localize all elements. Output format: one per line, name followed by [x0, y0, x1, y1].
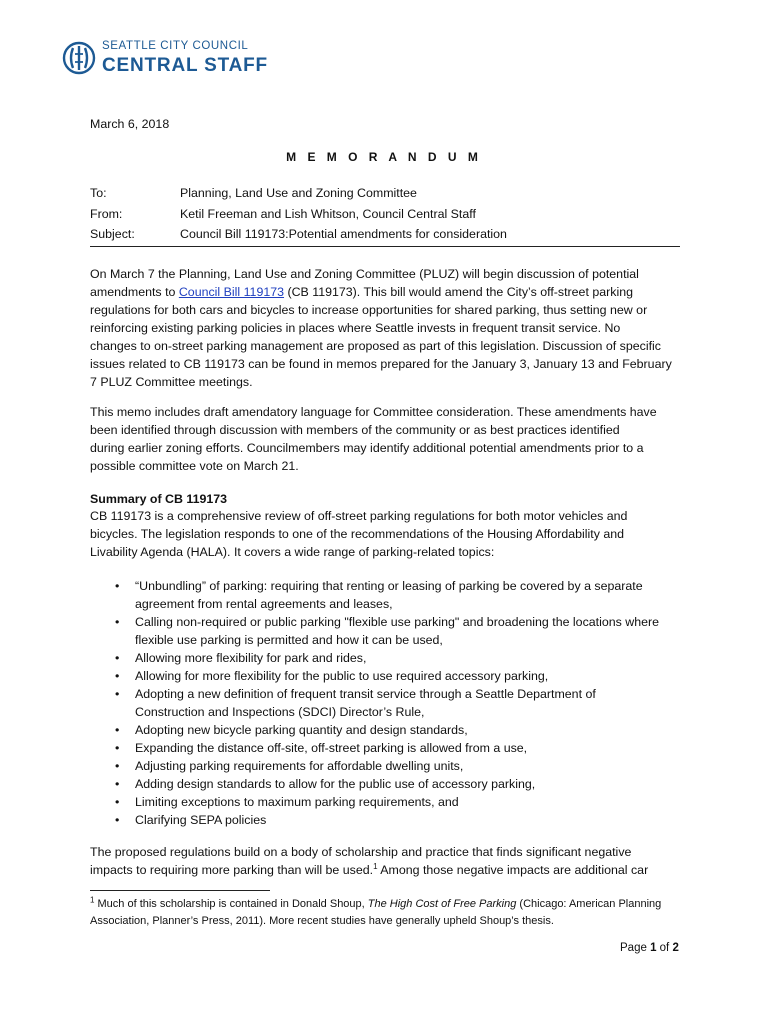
bullet-icon: • [115, 759, 120, 773]
list-item [90, 793, 690, 811]
text-line: Clarifying SEPA policies [135, 813, 267, 827]
field-value: Planning, Land Use and Zoning Committee [180, 186, 417, 200]
header-divider [90, 246, 680, 247]
bullet-icon: • [115, 741, 120, 755]
text-fragment: impacts to requiring more parking than will be used. [90, 863, 374, 877]
footnote-divider [90, 890, 270, 891]
list-item [90, 613, 690, 649]
org-name: SEATTLE CITY COUNCIL [102, 40, 249, 52]
summary-heading: Summary of CB 119173 [90, 492, 228, 506]
text-line: Adding design standards to allow for the public use of accessory parking, [135, 777, 536, 791]
bullet-icon: • [115, 795, 120, 809]
bullet-icon: • [115, 669, 120, 683]
text-line: Adopting new bicycle parking quantity and design standards, [135, 723, 468, 737]
bullet-icon: • [115, 615, 120, 629]
field-label: To: [90, 186, 107, 200]
current-page: 1 [650, 942, 657, 954]
text-line: agreement from rental agreements and leases, [135, 597, 393, 611]
text-line: Association, Planner’s Press, 2011). More recent studies have generally upheld Shoup’s thesis. [90, 915, 554, 927]
footnote [90, 896, 690, 930]
text-line: Livability Agenda (HALA). It covers a wide range of parking-related topics: [90, 545, 495, 559]
memo-date: March 6, 2018 [90, 117, 170, 131]
list-item [90, 577, 690, 613]
text-line: Allowing for more flexibility for the public to use required accessory parking, [135, 669, 549, 683]
council-logo [62, 40, 268, 76]
text-line: Expanding the distance off-site, off-street parking is allowed from a use, [135, 741, 528, 755]
text-line: been identified through discussion with members of the community or as best practices identified [90, 423, 620, 437]
text-line [90, 283, 690, 301]
memo-title: M E M O R A N D U M [286, 150, 482, 164]
text-line: possible committee vote on March 21. [90, 459, 299, 473]
list-item [90, 721, 690, 739]
total-pages: 2 [672, 942, 679, 954]
bullet-icon: • [115, 579, 120, 593]
dept-name: CENTRAL STAFF [102, 55, 268, 76]
list-item [90, 667, 690, 685]
footnote-ref[interactable]: 1 [373, 861, 378, 871]
text-line: during earlier zoning efforts. Councilmembers may identify additional potential amendments prior to a [90, 441, 644, 455]
text-line: The proposed regulations build on a body of scholarship and practice that finds significant negative [90, 845, 632, 859]
text-line: CB 119173 is a comprehensive review of off-street parking regulations for both motor vehicles and [90, 509, 628, 523]
intro-paragraph [90, 265, 690, 391]
text-fragment: (CB 119173). This bill would amend the City’s off-street parking [284, 285, 633, 299]
bullet-icon: • [115, 813, 120, 827]
page-sep: of [656, 942, 673, 954]
list-item [90, 811, 690, 829]
bullet-icon: • [115, 651, 120, 665]
list-item [90, 649, 690, 667]
text-line: Construction and Inspections (SDCI) Director’s Rule, [135, 705, 425, 719]
text-line: Adjusting parking requirements for affordable dwelling units, [135, 759, 464, 773]
field-value: Council Bill 119173:Potential amendments for consideration [180, 227, 507, 241]
summary-paragraph [90, 507, 690, 561]
text-fragment: (Chicago: American Planning [516, 898, 662, 910]
text-line [90, 861, 690, 879]
book-title: The High Cost of Free Parking [367, 898, 517, 910]
text-line: issues related to CB 119173 can be found in memos prepared for the January 3, January 13 and February [90, 357, 672, 371]
bullet-icon: • [115, 777, 120, 791]
text-fragment: Among those negative impacts are additional car [377, 863, 649, 877]
list-item [90, 775, 690, 793]
page-label: Page [620, 942, 651, 954]
text-fragment: Much of this scholarship is contained in Donald Shoup, [94, 898, 368, 910]
text-line: reinforcing existing parking policies in places where Seattle invests in frequent transit service. No [90, 321, 621, 335]
text-fragment: amendments to [90, 285, 179, 299]
text-line: changes to on-street parking management are proposed as part of this legislation. Discussion of specific [90, 339, 661, 353]
field-label: From: [90, 207, 123, 221]
text-line: regulations for both cars and bicycles to increase opportunities for shared parking, thus setting new or [90, 303, 648, 317]
text-line: Adopting a new definition of frequent transit service through a Seattle Department of [135, 687, 596, 701]
list-item [90, 739, 690, 757]
topics-list [90, 577, 690, 829]
council-bill-link[interactable]: Council Bill 119173 [178, 285, 285, 299]
text-line: “Unbundling” of parking: requiring that renting or leasing of parking be covered by a separate [135, 579, 643, 593]
text-line: Allowing more flexibility for park and rides, [135, 651, 367, 665]
field-label: Subject: [90, 227, 135, 241]
text-line: Calling non-required or public parking "flexible use parking" and broadening the locations where [135, 615, 660, 629]
text-line: This memo includes draft amendatory language for Committee consideration. These amendments have [90, 405, 657, 419]
text-line [90, 896, 690, 913]
list-item [90, 757, 690, 775]
text-line: Limiting exceptions to maximum parking requirements, and [135, 795, 459, 809]
closing-paragraph [90, 843, 690, 879]
field-value: Ketil Freeman and Lish Whitson, Council Central Staff [180, 207, 476, 221]
page-number [620, 942, 679, 954]
text-line: 7 PLUZ Committee meetings. [90, 375, 253, 389]
amendments-paragraph [90, 403, 690, 475]
bullet-icon: • [115, 687, 120, 701]
bullet-icon: • [115, 723, 120, 737]
text-line: flexible use parking is permitted and how it can be used, [135, 633, 443, 647]
footnote-number: 1 [90, 895, 95, 905]
list-item [90, 685, 690, 721]
city-seal-icon [62, 40, 96, 76]
text-line: bicycles. The legislation responds to one of the recommendations of the Housing Affordability and [90, 527, 625, 541]
text-line: On March 7 the Planning, Land Use and Zoning Committee (PLUZ) will begin discussion of potential [90, 267, 639, 281]
